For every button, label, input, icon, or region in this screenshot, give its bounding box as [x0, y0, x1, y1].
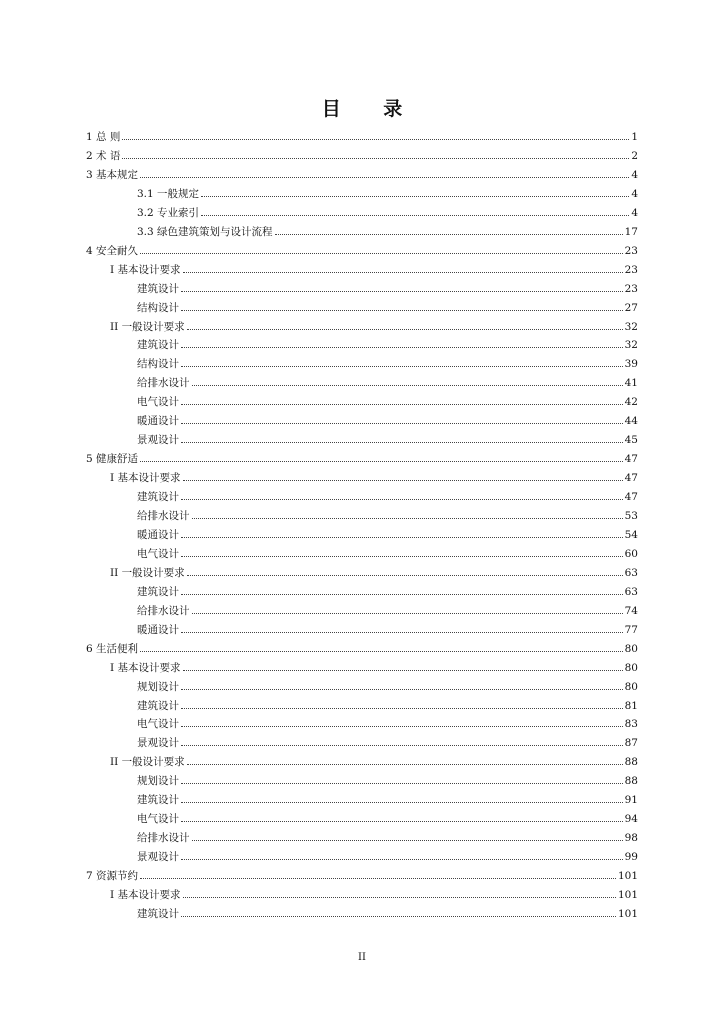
toc-leader-dots — [181, 859, 623, 860]
toc-entry-label: 电气设计 — [137, 718, 179, 731]
toc-leader-dots — [275, 234, 623, 235]
toc-entry-page: 44 — [624, 415, 638, 428]
toc-leader-dots — [181, 366, 623, 367]
toc-entry-label: 给排水设计 — [137, 377, 190, 390]
toc-entry[interactable] — [86, 637, 638, 655]
toc-entry[interactable] — [137, 409, 638, 427]
toc-entry-label: 规划设计 — [137, 680, 179, 693]
toc-entry[interactable] — [86, 163, 638, 181]
toc-entry-page: 23 — [624, 244, 638, 257]
toc-leader-dots — [192, 385, 623, 386]
toc-entry-label: 建筑设计 — [137, 585, 179, 598]
toc-entry-page: 83 — [624, 718, 638, 731]
toc-entry-page: 47 — [624, 472, 638, 485]
toc-entry[interactable] — [137, 333, 638, 351]
toc-entry-label: I 基本设计要求 — [110, 661, 181, 674]
toc-entry[interactable] — [137, 352, 638, 370]
toc-entry-page: 98 — [624, 832, 638, 845]
toc-entry-label: 电气设计 — [137, 396, 179, 409]
toc-entry[interactable] — [110, 561, 638, 579]
toc-leader-dots — [192, 518, 623, 519]
toc-entry[interactable] — [137, 731, 638, 749]
toc-entry-page: 41 — [624, 377, 638, 390]
toc-entry-page: 32 — [624, 339, 638, 352]
toc-leader-dots — [181, 594, 623, 595]
toc-entry-label: I 基本设计要求 — [110, 472, 181, 485]
toc-entry-label: 3 基本规定 — [86, 168, 139, 181]
toc-leader-dots — [187, 575, 623, 576]
toc-entry[interactable] — [137, 277, 638, 295]
toc-entry-page: 80 — [624, 642, 638, 655]
toc-entry-label: 3.3 绿色建筑策划与设计流程 — [137, 225, 273, 238]
toc-entry-page: 74 — [624, 604, 638, 617]
toc-entry-page: 60 — [624, 547, 638, 560]
toc-leader-dots — [183, 897, 616, 898]
toc-entry-page: 4 — [631, 206, 638, 219]
toc-entry[interactable] — [137, 694, 638, 712]
toc-entry-page: 45 — [624, 434, 638, 447]
toc-entry[interactable] — [137, 712, 638, 730]
toc-leader-dots — [122, 139, 629, 140]
toc-entry-label: 建筑设计 — [137, 339, 179, 352]
toc-entry[interactable] — [86, 239, 638, 257]
toc-entry[interactable] — [137, 390, 638, 408]
toc-entry-label: 规划设计 — [137, 775, 179, 788]
toc-leader-dots — [181, 404, 623, 405]
toc-entry-page: 27 — [624, 301, 638, 314]
toc-entry-page: 53 — [624, 510, 638, 522]
toc-entry[interactable] — [110, 883, 638, 901]
toc-entry-label: 景观设计 — [137, 737, 179, 750]
toc-leader-dots — [192, 613, 623, 614]
toc-entry-page: 23 — [624, 282, 638, 295]
toc-entry[interactable] — [137, 428, 638, 446]
toc-entry-page: 42 — [624, 396, 638, 409]
toc-leader-dots — [181, 556, 623, 557]
toc-entry[interactable] — [137, 580, 638, 598]
toc-entry-label: 结构设计 — [137, 358, 179, 371]
toc-leader-dots — [140, 878, 616, 879]
toc-entry-page: 81 — [624, 699, 638, 712]
toc-entry[interactable] — [137, 675, 638, 693]
toc-leader-dots — [140, 177, 629, 178]
toc-leader-dots — [181, 442, 623, 443]
toc-leader-dots — [181, 291, 623, 292]
toc-entry[interactable] — [137, 182, 638, 200]
toc-entry[interactable] — [86, 125, 638, 143]
toc-leader-dots — [183, 272, 623, 273]
toc-entry[interactable] — [137, 201, 638, 219]
toc-entry-label: I 基本设计要求 — [110, 889, 181, 901]
toc-entry-label: 建筑设计 — [137, 699, 179, 712]
toc-entry-label: 2 术 语 — [86, 149, 121, 162]
toc-leader-dots — [181, 708, 623, 709]
toc-entry-label: 景观设计 — [137, 434, 179, 447]
toc-entry-label: 5 健康舒适 — [86, 453, 139, 466]
toc-entry[interactable] — [137, 504, 638, 522]
toc-entry-label: 3.1 一般规定 — [137, 187, 200, 200]
toc-entry-page: 101 — [617, 870, 638, 883]
toc-leader-dots — [201, 196, 629, 197]
toc-entry-page: 2 — [631, 149, 638, 162]
toc-entry-label: 建筑设计 — [137, 282, 179, 295]
toc-entry-label: 给排水设计 — [137, 832, 190, 845]
toc-entry[interactable] — [137, 485, 638, 503]
toc-leader-dots — [181, 310, 623, 311]
toc-entry-page: 87 — [624, 737, 638, 750]
toc-entry[interactable] — [86, 864, 638, 882]
toc-entry[interactable] — [110, 750, 638, 768]
toc-entry[interactable] — [86, 447, 638, 465]
toc-entry-label: 6 生活便利 — [86, 642, 139, 655]
toc-entry[interactable] — [137, 807, 638, 825]
toc-entry[interactable] — [137, 826, 638, 844]
toc-entry-page: 4 — [631, 168, 638, 181]
toc-leader-dots — [187, 329, 623, 330]
toc-leader-dots — [181, 537, 623, 538]
toc-entry[interactable] — [110, 466, 638, 484]
toc-entry-label: I 基本设计要求 — [110, 263, 181, 276]
toc-entry-page: 91 — [624, 794, 638, 807]
toc-entry-page: 88 — [624, 775, 638, 788]
toc-entry-page: 32 — [624, 320, 638, 333]
toc-leader-dots — [183, 670, 623, 671]
toc-entry-page: 63 — [624, 585, 638, 598]
toc-entry-page: 47 — [624, 453, 638, 466]
toc-leader-dots — [181, 802, 623, 803]
toc-entry[interactable] — [137, 845, 638, 863]
toc-entry[interactable] — [110, 258, 638, 276]
toc-entry[interactable] — [137, 599, 638, 617]
toc-entry-page: 23 — [624, 263, 638, 276]
toc-entry-label: 7 资源节约 — [86, 870, 139, 883]
toc-entry-label: 结构设计 — [137, 301, 179, 314]
toc-leader-dots — [140, 461, 623, 462]
toc-entry-label: 给排水设计 — [137, 510, 190, 522]
toc-leader-dots — [201, 215, 629, 216]
toc-entry[interactable] — [137, 618, 638, 636]
toc-leader-dots — [181, 423, 623, 424]
toc-leader-dots — [187, 764, 623, 765]
toc-leader-dots — [181, 499, 623, 500]
toc-entry-page: 63 — [624, 566, 638, 579]
toc-entry-label: 电气设计 — [137, 813, 179, 826]
toc-entry-page: 47 — [624, 491, 638, 504]
toc-entry[interactable] — [137, 523, 638, 541]
toc-leader-dots — [140, 651, 623, 652]
toc-entry-label: II 一般设计要求 — [110, 566, 185, 579]
toc-entry[interactable] — [137, 371, 638, 389]
toc-entry-label: 暖通设计 — [137, 415, 179, 428]
toc-entry-page: 39 — [624, 358, 638, 371]
toc-entry-label: 电气设计 — [137, 547, 179, 560]
toc-leader-dots — [181, 632, 623, 633]
toc-entry-label: 暖通设计 — [137, 528, 179, 541]
toc-entry-label: 建筑设计 — [137, 794, 179, 807]
toc-leader-dots — [181, 347, 623, 348]
toc-leader-dots — [140, 253, 623, 254]
toc-entry[interactable] — [110, 315, 638, 333]
toc-entry-label: 景观设计 — [137, 851, 179, 864]
toc-entry-page: 17 — [624, 225, 638, 238]
toc-leader-dots — [181, 726, 623, 727]
toc-entry-page: 54 — [624, 528, 638, 541]
toc-entry-page: 80 — [624, 680, 638, 693]
toc-entry-page: 80 — [624, 661, 638, 674]
toc-entry[interactable] — [137, 296, 638, 314]
toc-entry-label: 建筑设计 — [137, 907, 179, 920]
toc-entry-page: 77 — [624, 623, 638, 636]
toc-entry-label: 4 安全耐久 — [86, 244, 139, 257]
toc-entry[interactable] — [110, 656, 638, 674]
toc-leader-dots — [192, 840, 623, 841]
toc-entry-page: 101 — [617, 907, 638, 920]
toc-entry-label: II 一般设计要求 — [110, 756, 185, 769]
toc-entry-page: 101 — [617, 889, 638, 901]
toc-leader-dots — [181, 821, 623, 822]
toc-entry-label: 给排水设计 — [137, 604, 190, 617]
toc-entry[interactable] — [137, 769, 638, 787]
toc-entry[interactable] — [137, 902, 638, 920]
toc-entry[interactable] — [86, 144, 638, 162]
toc-entry-page: 94 — [624, 813, 638, 826]
toc-entry-label: 1 总 则 — [86, 131, 121, 143]
toc-entry-page: 1 — [631, 131, 638, 143]
page-number: II — [358, 952, 366, 963]
toc-leader-dots — [181, 916, 616, 917]
toc-entry-label: 建筑设计 — [137, 491, 179, 504]
toc-leader-dots — [122, 158, 629, 159]
toc-entry-page: 4 — [631, 187, 638, 200]
toc-entry-page: 99 — [624, 851, 638, 864]
toc-leader-dots — [181, 689, 623, 690]
toc-entry-label: 暖通设计 — [137, 623, 179, 636]
toc-leader-dots — [181, 745, 623, 746]
toc-entry-label: II 一般设计要求 — [110, 320, 185, 333]
toc-entry-page: 88 — [624, 756, 638, 769]
toc-entry-label: 3.2 专业索引 — [137, 206, 200, 219]
toc-entry[interactable] — [137, 220, 638, 238]
page-title: 目 录 — [321, 98, 421, 120]
toc-entry[interactable] — [137, 788, 638, 806]
toc-leader-dots — [183, 480, 623, 481]
toc-entry[interactable] — [137, 542, 638, 560]
toc-leader-dots — [181, 783, 623, 784]
